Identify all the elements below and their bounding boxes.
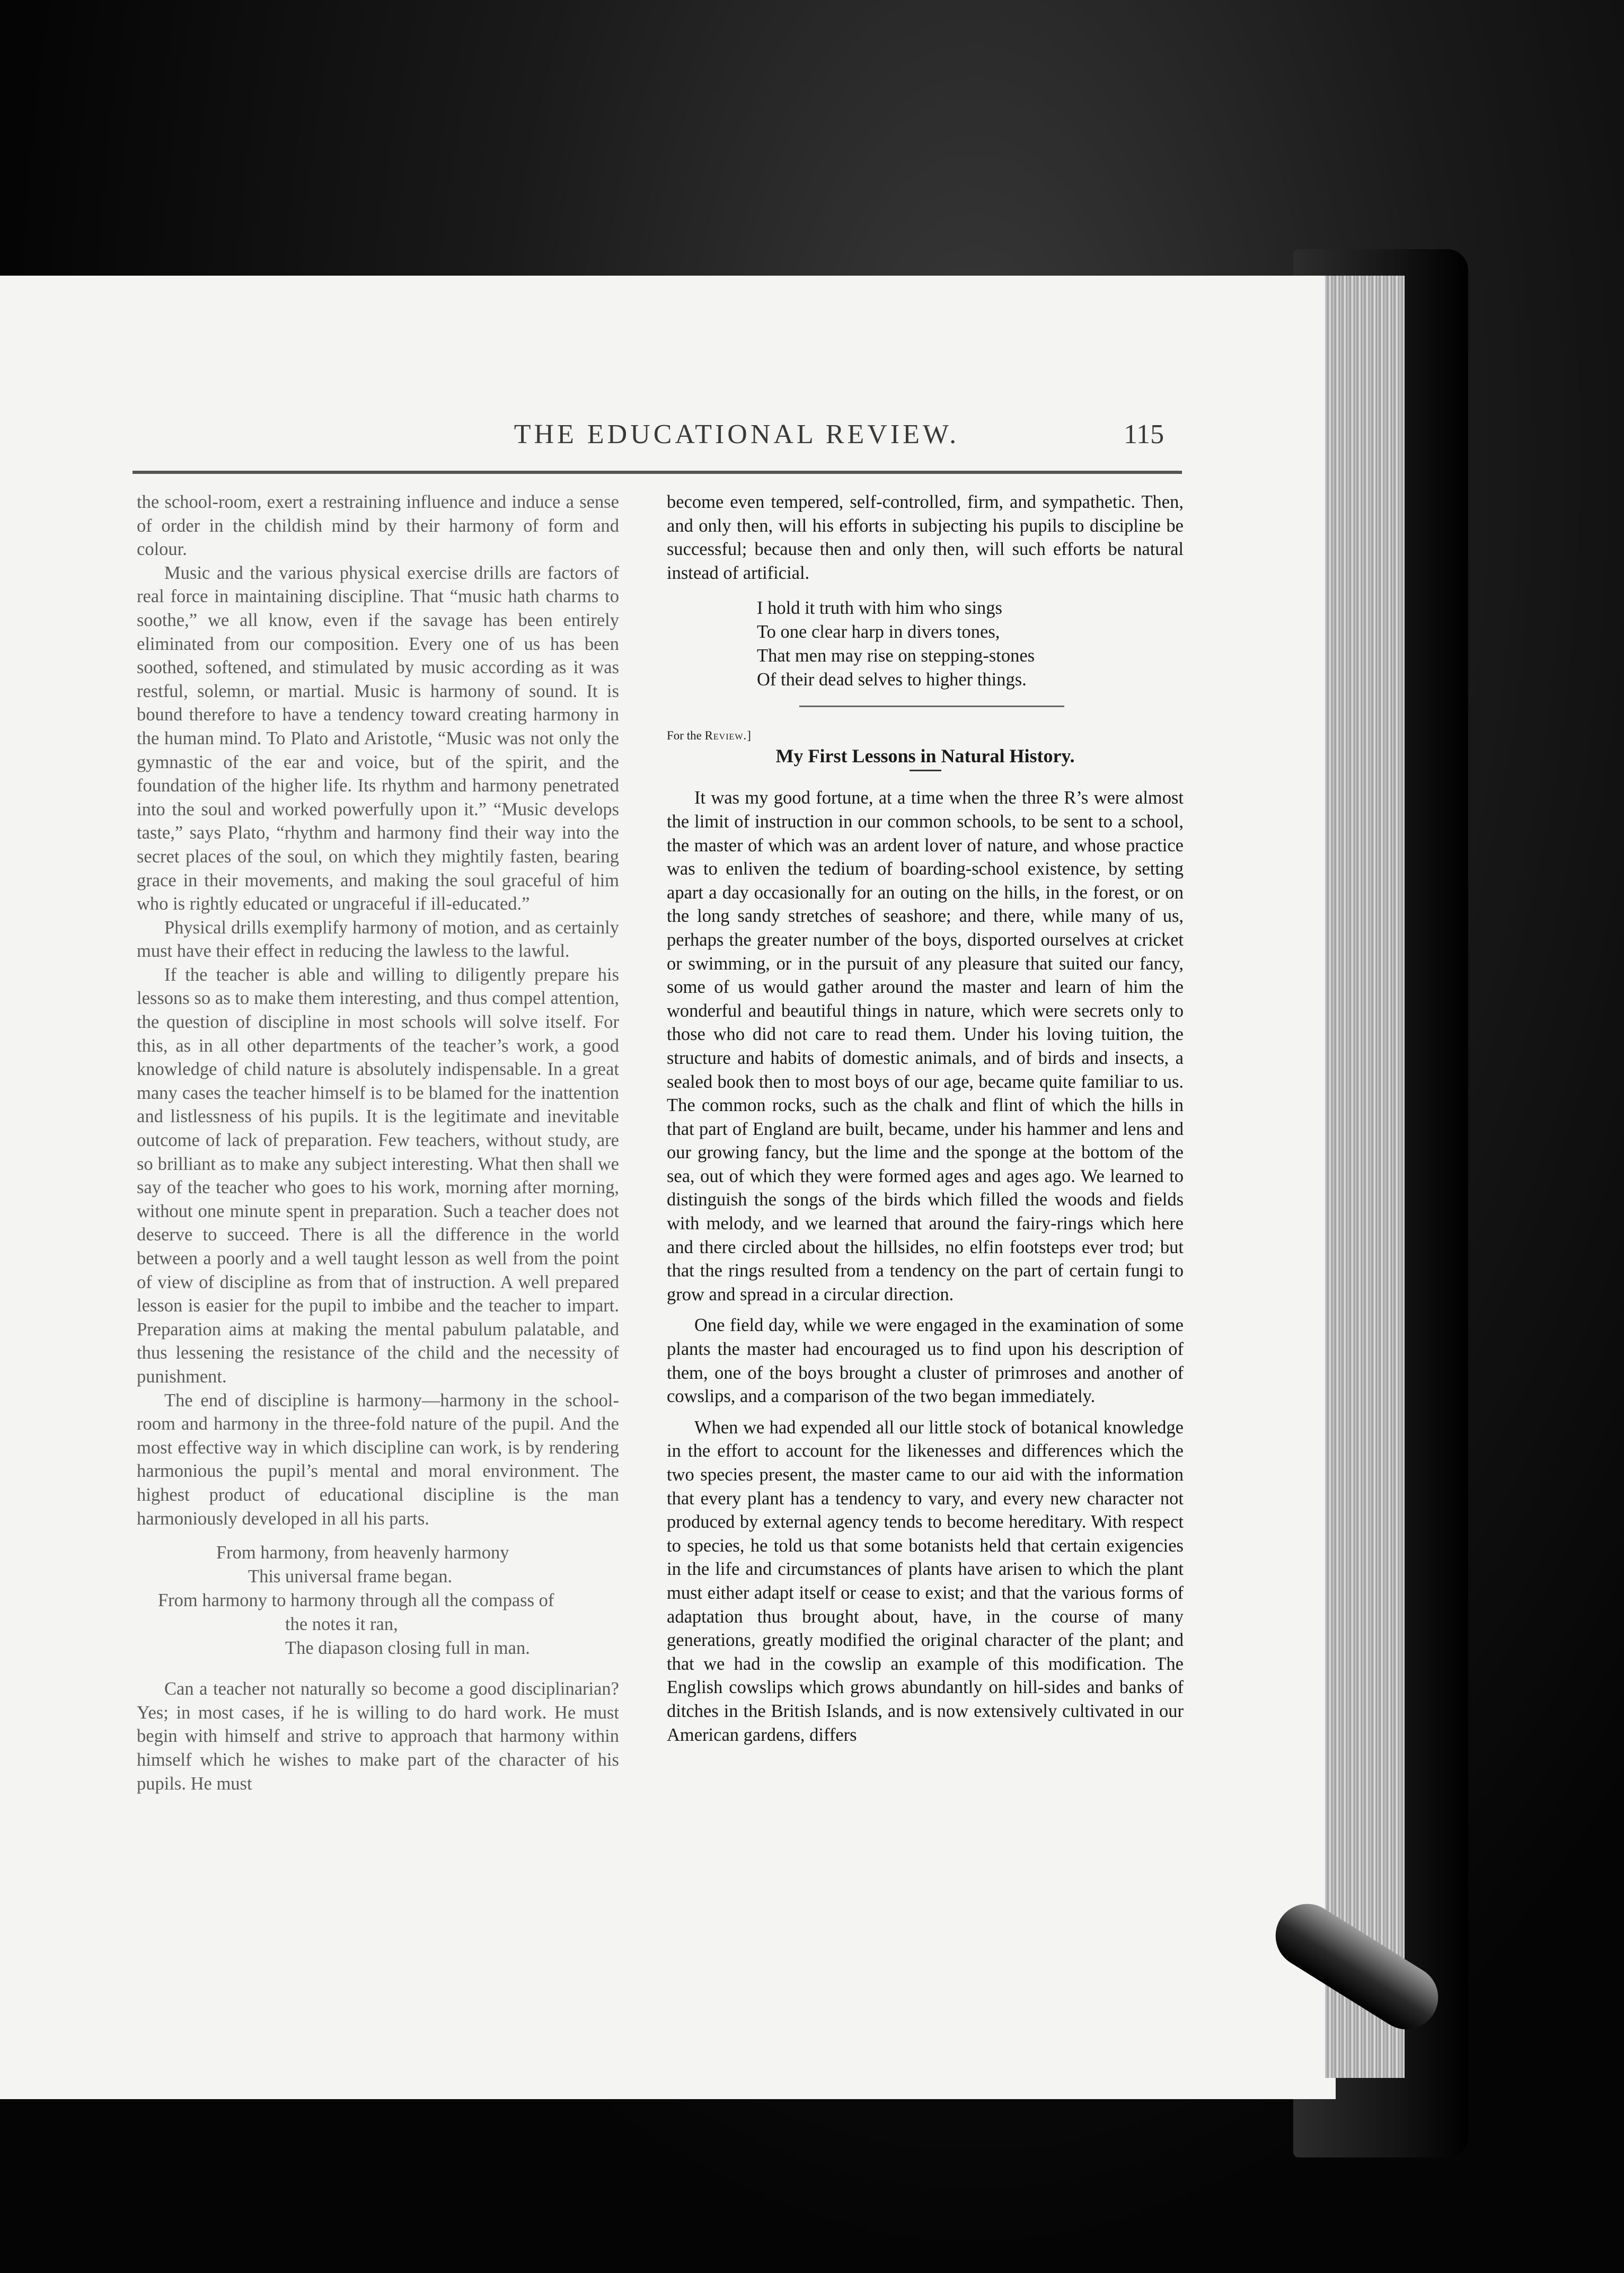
paragraph: When we had expended all our little stock of botanical knowledge in the effort to account for the likenesses and differences which the two species present, the master came to our aid with the information that every plant has a tendency to vary, and every new character not produced by external agency tends to become hereditary. With respect to species, he told us that some botanists held that certain exigencies in the life and circumstances of plants have arisen to which the plant must either adapt itself or cease to exist; and that the various forms of adaptation thus brought about, have, in the course of many generations, greatly modified the original character of the plant; and that we had in the cowslip an example of this modification. The English cowslips which grows abundantly on hill-sides and banks of ditches in the British Islands, and is now extensively cultivated in our American gardens, differs <box>667 1417 1184 1745</box>
article-title: My First Lessons in Natural History. <box>775 745 1075 767</box>
paragraph: The end of discipline is harmony—harmony in the school-room and harmony in the three-fold nature of the pupil. And the most effective way in which discipline can work, is by rendering harmonious the pupil’s mental and moral environment. The highest product of educational discipline is the man harmoniously developed in all his parts. <box>137 1390 619 1529</box>
source-suffix: ] <box>747 729 751 743</box>
poem-line: To one clear harp in divers tones, <box>757 622 1000 642</box>
poem-line: From harmony to harmony through all the compass of <box>158 1590 554 1611</box>
poem-quote <box>137 1541 619 1660</box>
paragraph: It was my good fortune, at a time when the three R’s were almost the limit of instruction in our common schools, to be sent to a school, the master of which was an ardent lover of nature, and whose practice was to enliven the tedium of boarding-school existence, by setting apart a day occasionally for an outing on the hills, in the forest, or on the long sandy stretches of seashore; and there, while many of us, perhaps the greater number of the boys, disported ourselves at cricket or swimming, or in the pursuit of any pleasure that suited our fancy, some of us would gather around the master and learn of him the wonderful and beautiful things in nature, which were secrets only to those who did not care to read them. Under his loving tuition, the structure and habits of domestic animals, and of birds and insects, a sealed book then to most boys of our age, became quite familiar to us. The common rocks, such as the chalk and flint of which the hills in that part of England are built, became, under his hammer and lens and our growing fancy, but the lime and the sponge at the bottom of the sea, out of which they were formed ages and ages ago. We learned to distinguish the songs of the birds which filled the woods and fields with melody, and we learned that around the fairy-rings which here and there circled about the hillsides, no elfin footsteps ever trod; but that the rings resulted from a tendency on the part of certain fungi to grow and spread in a circular direction. <box>667 788 1184 1305</box>
section-divider <box>799 706 1064 707</box>
poem-line: Of their dead selves to higher things. <box>757 669 1027 690</box>
paragraph: the school-room, exert a restraining influence and induce a sense of order in the childish mind by their harmony of form and colour. <box>137 492 619 560</box>
poem-line: the notes it ran, <box>285 1614 398 1635</box>
header-rule <box>133 471 1182 474</box>
source-name: Review. <box>704 729 747 743</box>
poem-quote <box>667 596 1184 692</box>
poem-line: That men may rise on stepping-stones <box>757 646 1035 666</box>
source-prefix: For the <box>667 729 702 743</box>
poem-line: The diapason closing full in man. <box>285 1638 530 1659</box>
paragraph: One field day, while we were engaged in the examination of some plants the master had encouraged us to find upon his description of them, one of the boys brought a cluster of primroses and another of cowslips, and a comparison of the two began immediately. <box>667 1315 1184 1407</box>
running-title: THE EDUCATIONAL REVIEW. <box>514 419 960 450</box>
paragraph: Physical drills exemplify harmony of motion, and as certainly must have their effect in reducing the lawless to the lawful. <box>137 917 619 962</box>
paragraph: Can a teacher not naturally so become a good disciplinarian? Yes; in most cases, if he is willing to do hard work. He must begin with himself and strive to approach that harmony within himself which he wishes to make part of the character of his pupils. He must <box>137 1679 619 1794</box>
paragraph: Music and the various physical exercise drills are factors of real force in maintaining discipline. That “music hath charms to soothe,” we all know, even if the savage has been entirely eliminated from our composition. Every one of us has been soothed, softened, and stimulated by music according as it was restful, solemn, or martial. Music is harmony of sound. It is bound therefore to have a tendency toward creating harmony in the human mind. To Plato and Aristotle, “Music was not only the gymnastic of the ear and voice, but of the spirit, and the foundation of the higher life. Its rhythm and harmony penetrated into the soul and worked powerfully upon it.” “Music develops taste,” says Plato, “rhythm and harmony find their way into the secret places of the soul, on which they mightily fasten, bearing grace in their movements, and making the soul graceful of him who is rightly educated or ungraceful if ill-educated.” <box>137 562 619 914</box>
paragraph: If the teacher is able and willing to diligently prepare his lessons so as to make them interesting, and thus compel attention, the question of discipline in most schools will solve itself. For this, as in all other departments of the teacher’s work, a good knowledge of child nature is absolutely indispensable. In a great many cases the teacher himself is to be blamed for the inattention and listlessness of his pupils. It is the legitimate and inevitable outcome of lack of preparation. Few teachers, without study, are so brilliant as to make any subject interesting. What then shall we say of the teacher who goes to his work, morning after morning, without one minute spent in preparation. Such a teacher does not deserve to succeed. There is all the difference in the world between a poorly and a well taught lesson as well from the point of view of discipline as from that of instruction. A well prepared lesson is easier for the pupil to imbibe and the teacher to impart. Preparation aims at making the mental pabulum palatable, and thus lessening the resistance of the child and the necessity of punishment. <box>137 964 619 1387</box>
paragraph: become even tempered, self-controlled, firm, and sympathetic. Then, and only then, will his efforts in subjecting his pupils to discipline be successful; because then and only then, will such efforts be natural instead of artificial. <box>667 492 1184 583</box>
poem-line: From harmony, from heavenly harmony <box>216 1543 509 1563</box>
left-column <box>137 490 619 1795</box>
title-rule <box>910 770 941 771</box>
poem-line: I hold it truth with him who sings <box>757 598 1002 619</box>
poem-line: This universal frame began. <box>248 1566 453 1587</box>
right-column <box>667 490 1184 1747</box>
page-number: 115 <box>1124 419 1164 450</box>
running-head <box>133 419 1193 466</box>
source-credit <box>667 728 1184 743</box>
